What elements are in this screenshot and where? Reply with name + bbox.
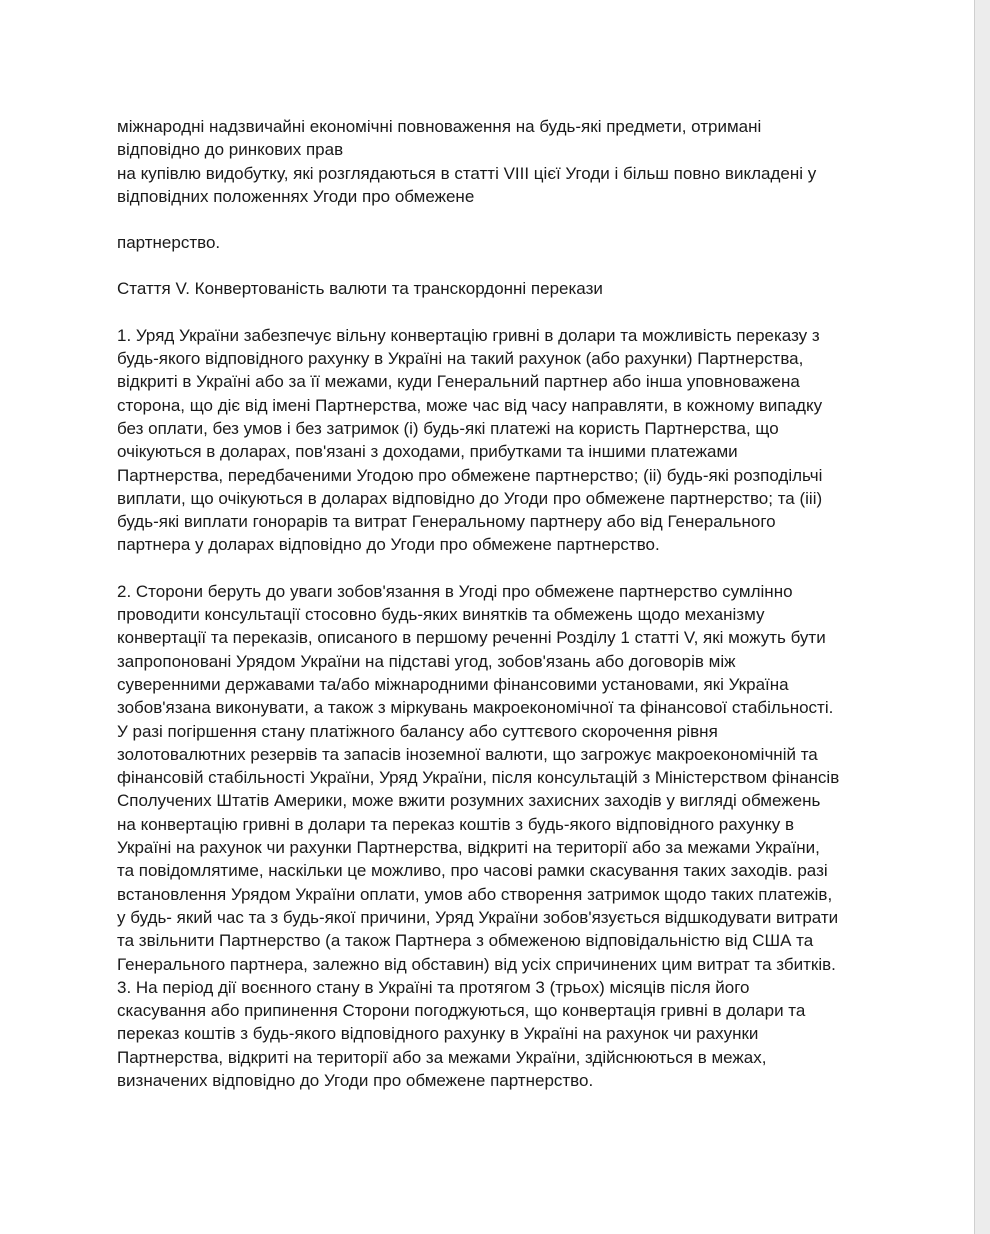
paragraph-fragment-1: [117, 115, 862, 208]
text-line: відповідно до ринкових прав: [117, 140, 344, 160]
document-body: [117, 115, 862, 1092]
text-line: суверенними державами та/або міжнародними фінансовими установами, які Україна: [117, 674, 789, 694]
text-line: партнера у доларах відповідно до Угоди про обмежене партнерство.: [117, 535, 660, 555]
text-line: У разі погіршення стану платіжного балансу або суттєвого скорочення рівня: [117, 721, 718, 741]
text-line: очікуються в доларах, пов'язані з доходами, прибутками та іншими платежами: [117, 442, 738, 462]
text-line: запропоновані Урядом України на підставі угод, зобов'язань або договорів між: [117, 651, 736, 671]
text-line: Генерального партнера, залежно від обставин) від усіх спричинених цим витрат та збитків.: [117, 954, 836, 974]
text-line: Партнерства, передбаченими Угодою про обмежене партнерство; (ii) будь-які розподільчі: [117, 465, 823, 485]
text-line: та звільнити Партнерство (а також Партнера з обмеженою відповідальністю від США та: [117, 931, 814, 951]
text-line: будь-які виплати гонорарів та витрат Генеральному партнеру або від Генерального: [117, 512, 776, 532]
text-line: відповідних положеннях Угоди про обмежене: [117, 186, 475, 206]
text-line: золотовалютних резервів та запасів іноземної валюти, що загрожує макроекономічній та: [117, 744, 818, 764]
paragraph-gap: [117, 208, 862, 231]
text-line: виплати, що очікуються в доларах відповідно до Угоди про обмежене партнерство; та (iii): [117, 488, 823, 508]
text-line: сторона, що діє від імені Партнерства, може час від часу направляти, в кожному випадку: [117, 395, 823, 415]
text-line: на купівлю видобутку, які розглядаються в статті VIII цієї Угоди і більш повно викладені у: [117, 163, 817, 183]
text-line: встановлення Урядом України оплати, умов або створення затримок щодо таких платежів,: [117, 884, 833, 904]
text-line: 3. На період дії воєнного стану в Україні та протягом 3 (трьох) місяців після його: [117, 977, 750, 997]
paragraph-gap: [117, 254, 862, 277]
paragraph-gap: [117, 557, 862, 580]
text-line: будь-якого відповідного рахунку в Україні на такий рахунок (або рахунки) Партнерства,: [117, 349, 804, 369]
paragraph-gap: [117, 301, 862, 324]
text-line: переказ коштів з будь-якого відповідного рахунку в Україні на рахунок чи рахунки: [117, 1024, 759, 1044]
text-line: 2. Сторони беруть до уваги зобов'язання в Угоді про обмежене партнерство сумлінно: [117, 581, 793, 601]
text-line: фінансовій стабільності України, Уряд України, після консультацій з Міністерством фінансів: [117, 768, 840, 788]
paragraph-fragment-2: [117, 231, 862, 254]
text-line: без оплати, без умов і без затримок (i) будь-які платежі на користь Партнерства, що: [117, 418, 779, 438]
text-line: визначених відповідно до Угоди про обмежене партнерство.: [117, 1070, 594, 1090]
text-line: Партнерства, відкриті на території або за межами України, здійснюються в межах,: [117, 1047, 767, 1067]
text-line: міжнародні надзвичайні економічні повноваження на будь-які предмети, отримані: [117, 117, 762, 136]
article-heading-text: Стаття V. Конвертованість валюти та транскордонні перекази: [117, 279, 603, 299]
section-1: [117, 324, 862, 557]
page-edge: [974, 0, 990, 1234]
text-line: партнерство.: [117, 233, 221, 253]
section-2-and-3: [117, 580, 862, 1093]
text-line: та повідомлятиме, наскільки це можливо, про часові рамки скасування таких заходів. разі: [117, 861, 828, 881]
text-line: скасування або припинення Сторони погоджуються, що конвертація гривні в долари та: [117, 1001, 806, 1021]
text-line: на конвертацію гривні в долари та переказ коштів з будь-якого відповідного рахунку в: [117, 814, 794, 834]
text-line: зобов'язана виконувати, а також з міркувань макроекономічної та фінансової стабільності.: [117, 698, 834, 718]
text-line: конвертації та переказів, описаного в першому реченні Розділу 1 статті V, які можуть бути: [117, 628, 826, 648]
text-line: 1. Уряд України забезпечує вільну конвертацію гривні в долари та можливість переказу з: [117, 325, 820, 345]
text-line: проводити консультації стосовно будь-яких винятків та обмежень щодо механізму: [117, 605, 765, 625]
text-line: Сполучених Штатів Америки, може вжити розумних захисних заходів у вигляді обмежень: [117, 791, 821, 811]
article-heading: [117, 277, 862, 300]
text-line: у будь- який час та з будь-якої причини, Уряд України зобов'язується відшкодувати витрати: [117, 907, 839, 927]
text-line: Україні на рахунок чи рахунки Партнерства, відкриті на території або за межами України,: [117, 838, 820, 858]
text-line: відкриті в Україні або за її межами, куди Генеральний партнер або інша уповноважена: [117, 372, 800, 392]
